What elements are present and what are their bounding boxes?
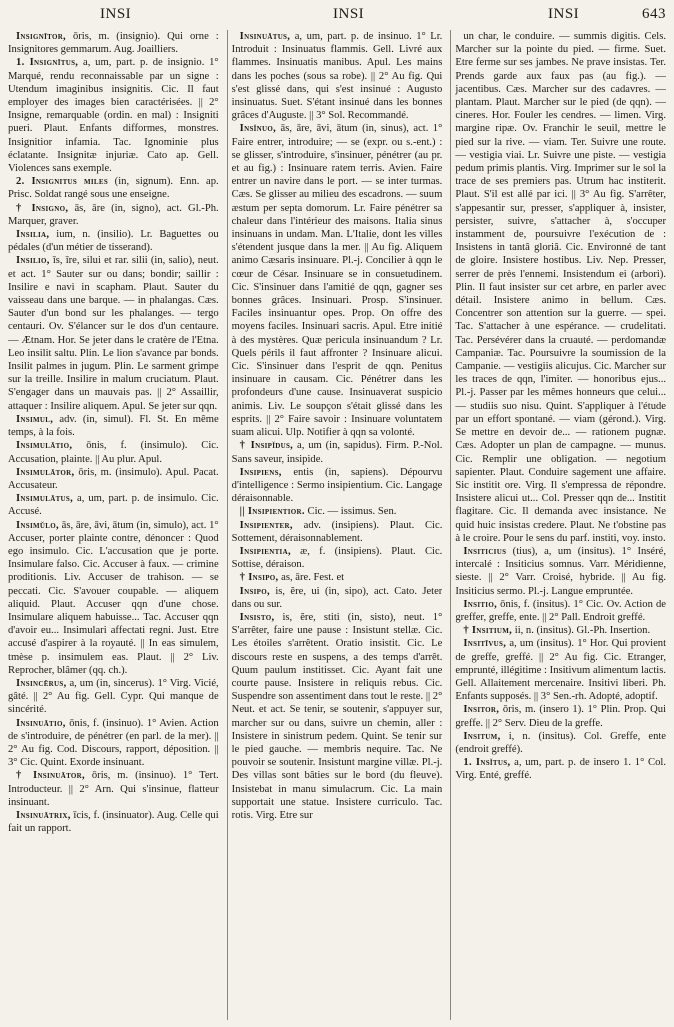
entry-definition: is, ĕre, stiti (in, sisto), neut. 1° S'arrêter, faire une pause : Insistunt stellæ. Cic. Les étoiles s'arrêtent. Oratio insistit. Cic. Le discours reste en suspens, a des temps d'arrêt. Quum paulum institisset. Cic. Ayant fait une courte pause. Insistere in reliquis rebus. Cic. Suspendre son assentiment dans tout le reste. || 2° Neut. et act. Se tenir, se soutenir, s'appuyer sur, marcher sur ou dans, suivre un chemin, aller : Insistere in sinistrum pedem. Quint. Se tenir sur le pied gauche. — membris nequire. Tac. Ne pouvoir se soutenir. Insistunt margine villæ. Pl.-j. Des villas sont bâties sur le bord (du fleuve). Insistebat in manu simulacrum. Cic. La main supportait une statue. Insistere curriculo. Tac. rotis. Virg. Etre sur — [231, 611, 443, 821]
dictionary-entry — [8, 175, 219, 201]
column-3 — [450, 30, 666, 1020]
entry-definition: a, um, part. p. de insignio. 1° Marqué, rendu reconnaissable par un signe : Utendum imaginibus insignitis. Cic. Il faut employer des images bien caractérisées. || 2° Insigne, remarquable (ordin. en mal) : Insigniti pueri. Plaut. Enfants difformes, monstres. Insignitior infamia. Tac. Ignominie plus éclatante. Insignitæ injuriæ. Cato ap. Gell. Violences sans exemple. — [8, 57, 219, 175]
dictionary-entry — [8, 519, 219, 677]
dictionary-entry — [8, 769, 219, 809]
dictionary-entry — [8, 809, 219, 835]
dictionary-columns — [8, 30, 666, 1020]
entry-definition: īcis, f. (insinuator). Aug. Celle qui fait un rapport. — [8, 809, 219, 835]
dictionary-entry — [455, 598, 666, 624]
dictionary-entry — [8, 56, 219, 175]
entry-headword: Insimulātio, — [16, 440, 73, 452]
entry-headword: Insinuātrix, — [16, 809, 71, 821]
entry-definition: a, um, part. p. de insinuo. 1° Lr. Introduit : Insinuatus flammis. Gell. Livré aux flammes. Insinuatis manibus. Apul. Les mains dans les poches (sous sa robe). || 2° Au fig. Qui s'est glissé dans, qui s'est insinué : Augusto insinuatus. Suet. S'étant insinué dans les bonnes grâces d'Auguste. || 3° Sol. Recommandé. — [231, 31, 443, 122]
dictionary-entry — [455, 756, 666, 782]
dictionary-entry — [8, 492, 219, 518]
dictionary-entry — [8, 413, 219, 439]
entry-headword: Insimŭlo, — [16, 519, 59, 531]
entry-headword: 1. Insĭtus, — [463, 757, 511, 769]
entry-headword: Insignītor, — [16, 31, 67, 42]
column-2 — [227, 30, 443, 1020]
entry-headword: † Insinuātor, — [16, 770, 85, 782]
dictionary-entry — [455, 703, 666, 729]
entry-headword: Insipientia, — [239, 545, 291, 557]
entry-definition: ōris, m. (insimulo). Apul. Pacat. Accusateur. — [8, 466, 219, 491]
entry-definition: ās, āre, āvi, ātum (in, sinus), act. 1° Faire entrer, introduire; — se (expr. ou s.-ent.) : se glisser, s'introduire, s'insinuer, pénétrer (au pr. et au fig.) : Insinuare ratem terris. Avien. Faire entrer un navire dans le port. — se inter turmas. Cæs. Se glisser au milieu des escadrons. — suum æstum per septa domorum. Lr. Faire pénétrer sa chaleur dans l'intérieur des maisons. Italia sinus insinuans in undam. Man. L'Italie, dont les villes s'étendent jusque dans la mer. || Au fig. Aliquem animo Cæsaris insinuare. Pl.-j. Concilier à qqn le cœur de César. Insinuare se in consuetudinem. Cic. S'insinuer dans l'amitié de qqn, gagner ses bonnes grâces. Insinuari. Prosp. S'insinuer. Faciles insinuantur opes. Prop. On offre des moyens faciles. Insinuari sacris. Apul. Etre initié à des mystères. Quæ pericula insinuandum ? Lr. Quels périls il faut affronter ? Insinuare alicui. Cic. S'insinuer dans l'esprit de qqn. Penitus insinuare in causam. Cic. Pénétrer dans les profondeurs d'une cause. Insinuaverat suspicio animis. Liv. Le soupçon s'était glissé dans les esprits. || 2° Faire savoir : Insinuare voluntatem suam alicui. Ulp. Notifier à qqn sa volonté. — [231, 123, 443, 439]
dictionary-entry — [232, 30, 443, 122]
entry-definition: a, um (insitus). 1° Hor. Qui provient de greffe, greffé. || 2° Au fig. Cic. Etranger, emprunté, illégitime : Insitivum alimentum lactis. Gell. Allaitement mercenaire. Insitivi liberi. Ph. Enfants supposés. || 3° Sen.-rh. Adopté, adoptif. — [455, 638, 667, 703]
entry-headword: Insitor, — [463, 704, 500, 716]
entry-headword: † Insigno, — [16, 202, 69, 214]
dictionary-entry — [8, 677, 219, 717]
entry-definition: æ, f. (insipiens). Plaut. Cic. Sottise, déraison. — [231, 545, 443, 571]
dictionary-entry — [455, 545, 666, 598]
entry-headword: Insimul, — [16, 413, 54, 425]
dictionary-entry — [232, 466, 443, 506]
entry-headword: † Insipĭdus, — [239, 440, 294, 452]
entry-headword: Insincērus, — [16, 677, 67, 689]
dictionary-entry — [8, 254, 219, 412]
entry-definition: a, um (in, sapidus). Firm. P.-Nol. Sans saveur, insipide. — [231, 440, 443, 465]
entry-definition: un char, le conduire. — summis digitis. Cels. Marcher sur la pointe du pied. — firme. Suet. Etre ferme sur ses jambes. Ne prave insistas. Ter. Prends garde aux faux pas (au fig.). — jacentibus. Cæs. Marcher sur des cadavres. — plantam. Plaut. Marcher sur le pied (de qqn). — cineres. Hor. Fouler les cendres. — limen. Virg. margine ripæ. Ov. Franchir le seuil, mettre le pied sur la rive. — viam. Ter. Suivre une route. — vestigia viai. Lr. Suivre une piste. — vestigia pedum primis plantis. Virg. Imprimer sur le sol la trace de ses premiers pas. Utrum hac institerit. Plaut. S'il est allé par ici. || 3° Au fig. S'arrêter, s'appesantir sur, presser, s'appliquer à, insister, persister, suivre, s'attacher à, s'occuper instamment de, poursuivre l'exécution de : Insistens in tantâ gloriâ. Cic. Environné de tant de gloire. Insistere hostibus. Liv. Nep. Presser, serrer de près l'ennemi. Insistendum ei (arbori). Plin. Il faut insister sur cet arbre, en parler avec détail. Insistere animo in bellum. Cæs. Concentrer son attention sur la guerre. — spei. Tac. S'attacher à une espérance. — crudelitati. Tac. Persévérer dans la cruauté. — perdomandæ Campaniæ. Tac. Poursuivre la soumission de la Campanie. — vestigiis alicujus. Cic. Marcher sur les traces de qqn, l'imiter. — honoribus ejus... Pl.-j. Passer par les mêmes honneurs que celui... — studiis suo nisu. Quint. S'appliquer à l'étude par un effort spontané. — viam (gérond.). Virg. Se mettre en devoir de... — rationem pugnæ. Cæs. Adopter un plan de campagne. — munus. Cic. Remplir une obligation. — negotium sapienter. Plaut. Conduire sagement une affaire. Sic institit ore. Virg. Il s'empressa de répondre. Insistere alicui ut... Col. Presser qqn de... Institit flagitare. Cic. Il demanda avec insistance. Ne quid huic insistas credere. Plaut. Ne t'obstine pas à le croire. Pour le sens du parf. institi, voy. insto. — [455, 31, 667, 544]
dictionary-entry — [8, 202, 219, 228]
entry-definition: (in, signum). Enn. ap. Prisc. Soldat rangé sous une enseigne. — [8, 176, 219, 201]
entry-headword: Insilio, — [16, 255, 50, 267]
dictionary-entry — [455, 637, 666, 703]
dictionary-entry — [232, 505, 443, 518]
entry-definition: ās, āre, āvi, ātum (in, simulo), act. 1° Accuser, porter plainte contre, dénoncer : Quod ego insimulo. Cic. L'accusation que je porte. Insimulare falso. Cic. Accuser à faux. — crimine proditionis. Liv. Accuser de trahison. — se peccati. Cic. S'avouer coupable. — aliquem aliquid. Plaut. Accuser qqn d'une chose. Insimulare aliquem habuisse... Tac. Accuser qqn d'avoir eu... Insimulari affectati regni. Just. Etre accusé d'aspirer à la royauté. || In eas simulem, tmèse p. insimulem eas. Plaut. || 2° Liv. Reprocher, blâmer (qq. ch.). — [8, 519, 219, 676]
entry-definition: (tius), a, um (insitus). 1° Inséré, intercalé : Insiticius somnus. Varr. Méridienne, sieste. || 2° Varr. Croisé, hybride. || Au fig. Insiticius sermo. Pl.-j. Langue empruntée. — [455, 545, 667, 597]
entry-headword: Insimulātus, — [16, 493, 74, 505]
column-1 — [8, 30, 219, 1020]
entry-definition: ōris, m. (insinuo). 1° Tert. Introducteur. || 2° Arn. Qui s'insinue, flatteur insinuant. — [8, 770, 219, 808]
entry-headword: 2. Insignitus miles — [16, 176, 109, 188]
entry-definition: ōnis, f. (insinuo). 1° Avien. Action de s'introduire, de pénétrer (en parl. de la mer). || 2° Au fig. Cod. Discours, rapport, déposition. || 3° Cic. Quint. Exorde insinuant. — [8, 717, 219, 769]
dictionary-entry — [455, 730, 666, 756]
page-header — [8, 6, 666, 28]
page-number: 643 — [642, 6, 666, 22]
entry-definition: Cic. — issimus. Sen. — [307, 506, 397, 518]
entry-headword: † Insipo, — [239, 572, 279, 584]
entry-definition: ās, āre (in, signo), act. Gl.-Ph. Marquer, graver. — [8, 202, 219, 227]
dictionary-entry — [455, 624, 666, 637]
entry-headword: Insisto, — [239, 611, 275, 623]
dictionary-entry — [232, 122, 443, 439]
dictionary-entry — [232, 571, 443, 584]
entry-definition: as, āre. Fest. et — [281, 572, 345, 584]
entry-definition: a, um (in, sincerus). 1° Virg. Vicié, gâté. || 2° Au fig. Gell. Cypr. Qui manque de sincérité. — [8, 677, 219, 716]
entry-headword: Insimulātor, — [16, 466, 75, 478]
entry-definition: adv. (insipiens). Plaut. Cic. Sottement, déraisonnablement. — [231, 519, 443, 544]
running-head-left: INSI — [100, 6, 132, 22]
entry-headword: Insinuātus, — [239, 31, 291, 42]
entry-headword: || Insipientior. — [239, 506, 305, 518]
dictionary-entry — [232, 611, 443, 822]
entry-headword: † Insitium, — [463, 625, 513, 637]
dictionary-entry — [455, 30, 666, 545]
entry-definition: a, um, part. p. de insero 1. 1° Col. Virg. Enté, greffé. — [455, 757, 667, 782]
dictionary-entry — [8, 466, 219, 492]
dictionary-entry — [232, 585, 443, 611]
entry-definition: īs, īre, silui et rar. silii (in, salio), neut. et act. 1° Sauter sur ou dans; bondir; saillir : Insilire e navi in scapham. Plaut. Sauter du vaisseau dans une barque. — in phalangas. Cæs. Sauter d'un bond sur les phalanges. — tergo centauri. Ov. S'élancer sur le dos d'un centaure. — Ætnam. Hor. Se jeter dans le cratère de l'Etna. Leo insilit saltu. Plin. Le lion s'avance par bonds. Insilit palmes in jugum. Plin. Le sarment grimpe sur la treille. Insilire in malum cruciatum. Plaut. S'engager dans un mauvais pas. || 2° Assaillir, attaquer : Insilire aliquem. Apul. Se jeter sur qqn. — [8, 255, 219, 412]
entry-definition: ōris, m. (insero 1). 1° Plin. Prop. Qui greffe. || 2° Serv. Dieu de la greffe. — [455, 704, 667, 729]
entry-definition: a, um, part. p. de insimulo. Cic. Accusé. — [8, 493, 219, 518]
entry-definition: entis (in, sapiens). Dépourvu d'intelligence : Sermo insipientium. Cic. Langage déraisonnable. — [231, 466, 443, 505]
entry-definition: ōris, m. (insignio). Qui orne : Insignitores gemmarum. Aug. Joailliers. — [8, 31, 219, 56]
running-head-middle: INSI — [333, 6, 365, 22]
entry-headword: Insĭnuo, — [239, 123, 277, 135]
entry-definition: ium, n. (insilio). Lr. Baguettes ou pédales (d'un métier de tisserand). — [8, 229, 219, 254]
entry-definition: is, ĕre, ui (in, sipo), act. Cato. Jeter dans ou sur. — [231, 585, 443, 610]
entry-headword: Insiticius — [463, 545, 507, 557]
entry-headword: 1. Insignītus, — [16, 57, 79, 69]
entry-headword: Insipienter, — [239, 519, 293, 531]
entry-definition: adv. (in, simul). Fl. St. En même temps, à la fois. — [8, 413, 219, 439]
dictionary-entry — [232, 545, 443, 571]
entry-definition: ōnis, f. (insimulo). Cic. Accusation, plainte. || Au plur. Apul. — [8, 440, 219, 465]
dictionary-entry — [8, 717, 219, 770]
dictionary-entry — [232, 439, 443, 465]
dictionary-entry — [8, 439, 219, 465]
entry-headword: Insitīvus, — [463, 638, 507, 650]
entry-headword: Insitio, — [463, 598, 498, 610]
entry-headword: Insilia, — [16, 229, 50, 241]
dictionary-entry — [232, 519, 443, 545]
running-head-right: INSI — [548, 6, 580, 22]
entry-headword: Insinuātio, — [16, 717, 66, 729]
entry-definition: ii, n. (insitus). Gl.-Ph. Insertion. — [514, 625, 651, 637]
entry-headword: Insitum, — [463, 730, 501, 742]
entry-definition: i, n. (insitus). Col. Greffe, ente (endroit greffé). — [455, 730, 667, 755]
entry-definition: ōnis, f. (insitus). 1° Cic. Ov. Action de greffer, greffe, ente. || 2° Pall. Endroit greffé. — [455, 598, 667, 623]
entry-headword: Insipo, — [239, 585, 270, 597]
dictionary-entry — [8, 228, 219, 254]
entry-headword: Insipiens, — [239, 466, 282, 478]
dictionary-entry — [8, 30, 219, 56]
